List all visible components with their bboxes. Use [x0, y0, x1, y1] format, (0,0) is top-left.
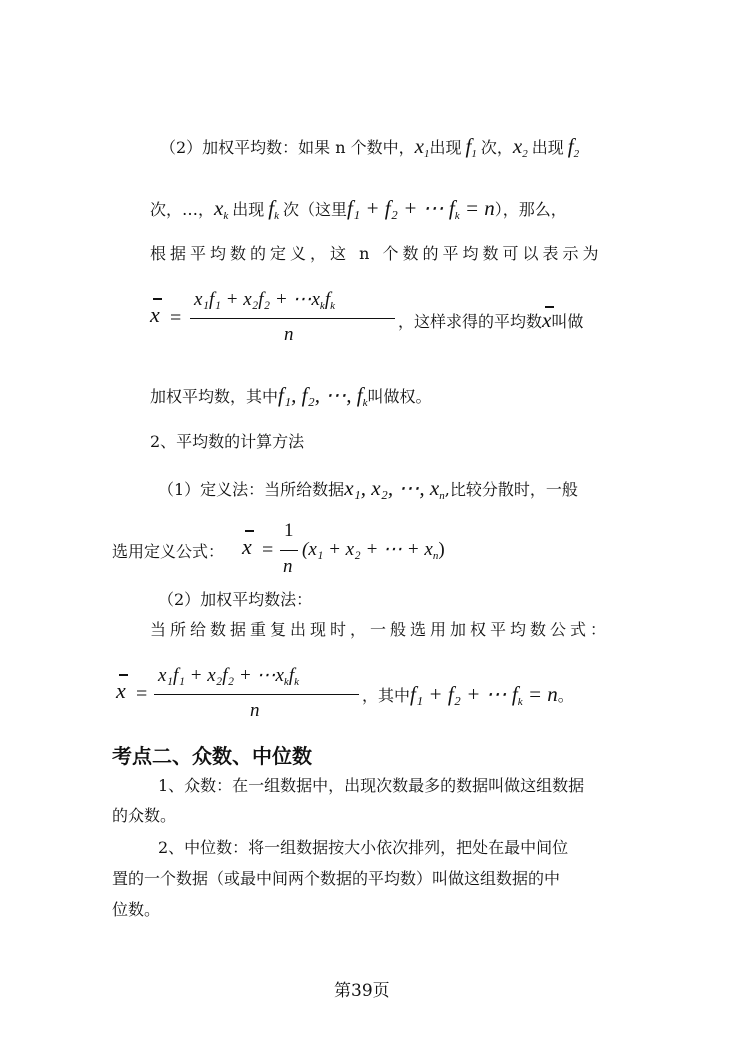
fraction-numerator: 1 — [284, 520, 294, 541]
text: 出现 — [429, 138, 462, 157]
math-sub: 1 — [424, 148, 430, 160]
text: ,比较分散时，一般 — [444, 480, 578, 499]
math-x1: x — [414, 134, 424, 158]
weighted-method-desc: 当所给数据重复出现时，一般选用加权平均数公式： — [150, 620, 611, 639]
math-sub: k — [454, 210, 460, 222]
math-f2: f — [567, 134, 574, 158]
math-xk: x — [214, 196, 224, 220]
weighted-intro-line-5 — [150, 385, 432, 413]
x-bar-symbol-3: x — [116, 678, 126, 704]
math-sub: k — [274, 210, 279, 222]
math-sub: k — [223, 210, 229, 222]
weighted-method-suffix — [362, 684, 574, 712]
text: 。 — [557, 686, 574, 705]
fraction-numerator — [158, 664, 299, 688]
text: 次，…， — [150, 200, 215, 219]
math-x2: x — [512, 134, 523, 158]
fraction-denominator: n — [250, 700, 260, 721]
section-heading: 考点二、众数、中位数 — [112, 744, 312, 768]
median-definition-line-1: 2、中位数：将一组数据按大小依次排列，把处在最中间位 — [158, 838, 569, 857]
text: 加权平均数，其中 — [150, 387, 279, 406]
fraction-bar — [154, 694, 359, 695]
math-sub: k — [319, 300, 325, 312]
text: （1）定义法：当所给数据 — [158, 480, 345, 499]
fraction-denominator: n — [283, 556, 293, 577]
text: 叫做权。 — [367, 387, 432, 406]
definition-method-line — [158, 478, 578, 506]
fraction-bar — [190, 318, 395, 319]
math-f1: f — [465, 134, 472, 158]
method-title: 2、平均数的计算方法 — [150, 432, 305, 451]
weighted-intro-line-3: 根据平均数的定义，这 n 个数的平均数可以表示为 — [150, 244, 603, 263]
math-sub: n — [432, 550, 439, 562]
math-weights: f₁, f₂, ⋯, f — [278, 383, 363, 407]
fraction-numerator — [194, 288, 335, 312]
text: （2）加权平均数：如果 n 个数中， — [160, 138, 415, 157]
mode-definition-line-1: 1、众数：在一组数据中，出现次数最多的数据叫做这组数据 — [158, 776, 585, 795]
median-definition-line-2: 置的一个数据（或最中间两个数据的平均数）叫做这组数据的中 — [112, 869, 561, 888]
math-sub: k — [330, 300, 335, 312]
math-sub: 2 — [573, 148, 580, 160]
math-data: x₁, x₂, ⋯, x — [344, 476, 440, 500]
mode-definition-line-2: 的众数。 — [112, 806, 177, 825]
math-eq: = n — [522, 682, 558, 706]
formula-suffix — [398, 310, 583, 332]
equals-sign-2: = — [262, 539, 274, 561]
weighted-method-title: （2）加权平均数法： — [158, 590, 313, 609]
math-sub: 1 — [471, 148, 477, 160]
numerator-fk: f — [324, 289, 331, 310]
numerator-fk: f — [288, 665, 295, 686]
numerator-text: x₁f₁ + x₂f₂ + ⋯x — [158, 665, 284, 686]
math-sub: k — [294, 676, 299, 688]
math-sub: 2 — [522, 148, 528, 160]
numerator-text: x₁f₁ + x₂f₂ + ⋯x — [194, 289, 320, 310]
math-sub: n — [439, 490, 445, 502]
equals-sign-3: = — [136, 683, 148, 705]
fraction-bar — [280, 550, 298, 551]
fraction-denominator: n — [284, 324, 294, 345]
sum-text: (x₁ + x₂ + ⋯ + x — [302, 539, 433, 560]
equals-sign: = — [170, 307, 182, 329]
text: 出现 — [531, 138, 564, 157]
page-number: 第39页 — [334, 981, 390, 1001]
text: 叫做 — [551, 312, 584, 331]
text: ，其中 — [362, 686, 411, 705]
math-sub: k — [283, 676, 289, 688]
math-sub: k — [362, 397, 368, 409]
weighted-intro-line-1 — [160, 136, 579, 164]
definition-formula-label: 选用定义公式： — [112, 542, 225, 561]
text: ，这样求得的平均数 — [398, 312, 543, 331]
text: ），那么， — [494, 200, 567, 219]
text: 次（这里 — [282, 200, 347, 219]
text: 出现 — [232, 200, 265, 219]
text: 次， — [480, 138, 513, 157]
math-eq: = n — [459, 196, 495, 220]
x-bar-symbol-2: x — [242, 534, 252, 560]
x-bar-inline: x — [542, 308, 551, 332]
weighted-intro-line-2 — [150, 198, 567, 226]
math-sub: k — [517, 696, 523, 708]
paren-close: ) — [438, 539, 445, 560]
median-definition-line-3: 位数。 — [112, 900, 161, 919]
math-fk: f — [268, 196, 275, 220]
x-bar-symbol: x — [150, 302, 160, 328]
definition-sum — [302, 540, 445, 566]
math-sum: f₁ + f₂ + ⋯ f — [410, 682, 518, 706]
math-sum: f₁ + f₂ + ⋯ f — [347, 196, 455, 220]
